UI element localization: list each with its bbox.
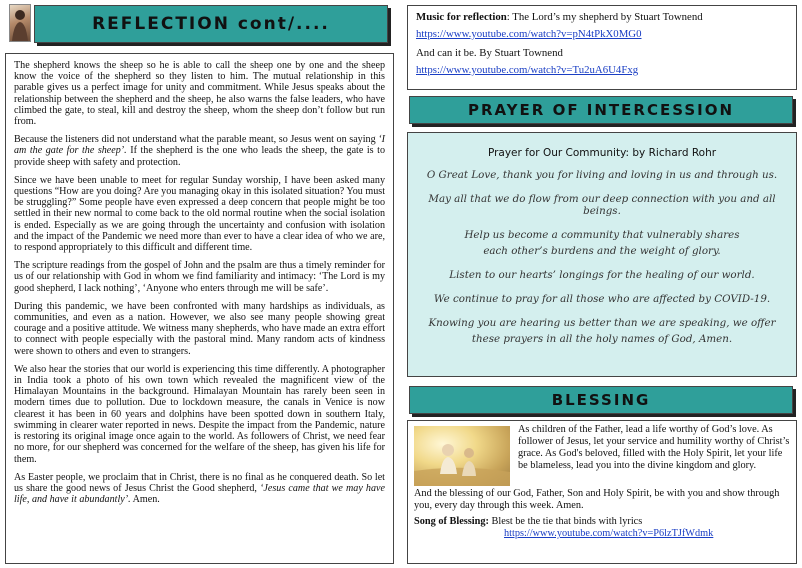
reflection-photo [9,4,31,42]
prayer-line-5: Listen to our hearts’ longings for the healing of our world. [449,269,755,281]
song-link[interactable]: https://www.youtube.com/watch?v=P6lzTJfWdmk [504,528,714,540]
music-label: Music for reflection [416,11,507,23]
reflection-paragraph-5: During this pandemic, we have been confronted with many hardships as individuals, as communities, and even as a nation. However, we also see many people showing great courage and a positive attitude. We witness many shepherds, who have made an extra effort to connect with people especially with the pastoral mind. Many random acts of kindness were shown to others and even to strangers. [14,300,385,357]
music-line-2: And can it be. By Stuart Townend [416,47,563,59]
intercession-title: PRAYER OF INTERCESSION [467,101,735,119]
reflection-paragraph-1: The shepherd knows the sheep so he is able to call the sheep one by one and the sheep know the voice of the shepherd so they listen to him. The mutual relationship in this parable gives us a perfect image for unity and commitment. While Jesus speaks about the relationship between the shepherd and the sheep, he also warns the false leaders, who have climbed the gate, to steal, kill and destroy the sheep, whom the sheep don’t follow but run from. [14,60,385,128]
reflection-paragraph-4: The scripture readings from the gospel of John and the psalm are thus a timely reminder for us of our relationship with God in whom we find familiarity and intimacy: ‘The Lord is my good shepherd, I lack nothing’, ‘Anyone who enters through me will be safe’. [14,260,385,294]
prayer-line-1: O Great Love, thank you for living and loving in us and through us. [426,169,778,181]
prayer-line-4: each other’s burdens and the weight of glory. [483,245,721,257]
music-box [407,5,797,90]
blessing-title: BLESSING [551,391,651,409]
blessing-closing: And the blessing of our God, Father, Son and Holy Spirit, be with you and show through you, every day through this week. Amen. [414,488,780,512]
reflection-body [5,53,394,564]
reflection-paragraph-2: Because the listeners did not understand what the parable meant, so Jesus went on saying ‘I am the gate for the sheep’. If the shepherd is the one who leads the sheep, the gate is to provide sheep with safety and protection. [14,134,385,168]
figures-in-field-icon [414,426,510,486]
song-label: Song of Blessing: [414,516,489,528]
prayer-line-2: May all that we do flow from our deep connection with you and all beings. [428,193,776,217]
blessing-image [414,426,510,486]
reflection-paragraph-7: As Easter people, we proclaim that in Christ, there is no final as he conquered death. So let us share the good news of Jesus Christ the Good shepherd, ‘Jesus came that we may have life, and have it abundantly’. Amen. [14,471,385,506]
blessing-box [407,420,797,564]
blessing-banner [409,386,793,414]
reflection-banner [34,5,388,43]
reflection-title: REFLECTION cont/.... [92,14,330,34]
music-link-1[interactable]: https://www.youtube.com/watch?v=pN4tPkX0MG0 [416,28,642,40]
music-link-2[interactable]: https://www.youtube.com/watch?v=Tu2uA6U4Fxg [416,64,639,76]
song-of-blessing: Song of Blessing: Blest be the tie that binds with lyrics [414,516,643,528]
blessing-text: As children of the Father, lead a life worthy of God’s love. As follower of Jesus, let your service and humility worthy of Christ’s grace. As God's beloved, filled with the Holy Spirit, let your life be blameless, lead you into the divine kingdom and glory. [518,424,790,472]
reflection-paragraph-3: Since we have been unable to meet for regular Sunday worship, I have been asked many questions “How are you doing? Are you managing okay in this isolated situation? You must be struggling?” Some people have even expressed a deep concern that people might be too settled in their new normal to come back to the old normal routine when the social isolation is ended. Especially as we are going through the uncertainty and confusion with isolation and the impact of the Pandemic we need more than ever to have a clear idea of who we are, to respond appropriately to this difficult and different time. [14,174,385,254]
person-silhouette-icon [10,5,30,41]
music-line-1: Music for reflection: The Lord’s my shepherd by Stuart Townend [416,11,703,23]
prayer-line-8: these prayers in all the holy names of God, Amen. [471,333,733,345]
intercession-banner [409,96,793,124]
prayer-line-3: Help us become a community that vulnerably shares [464,229,740,241]
prayer-heading: Prayer for Our Community: by Richard Rohr [487,147,717,159]
prayer-line-7: Knowing you are hearing us better than we are speaking, we offer [428,317,776,329]
reflection-paragraph-6: We also hear the stories that our world is experiencing this time differently. A photographer in India took a photo of his own town which revealed the magnificent view of the Himalayan Mountains in the background. Himalayan Mountain has rarely been seen in modern times due to pollution. Due to lockdown measure, the canals in Venice is now clearest it has been in 60 years and dolphins have been spotted down in southern Italy, swimming in clearer water reported in news. Despite the impact from the Pandemic, nature is restoring its original image once again to the world. As followers of Christ, we need fear no more, for our shepherd was concerned for the welfare of the sheep, has given his life for them. [14,363,385,465]
intercession-box [407,132,797,377]
prayer-line-6: We continue to pray for all those who are affected by COVID-19. [433,293,771,305]
